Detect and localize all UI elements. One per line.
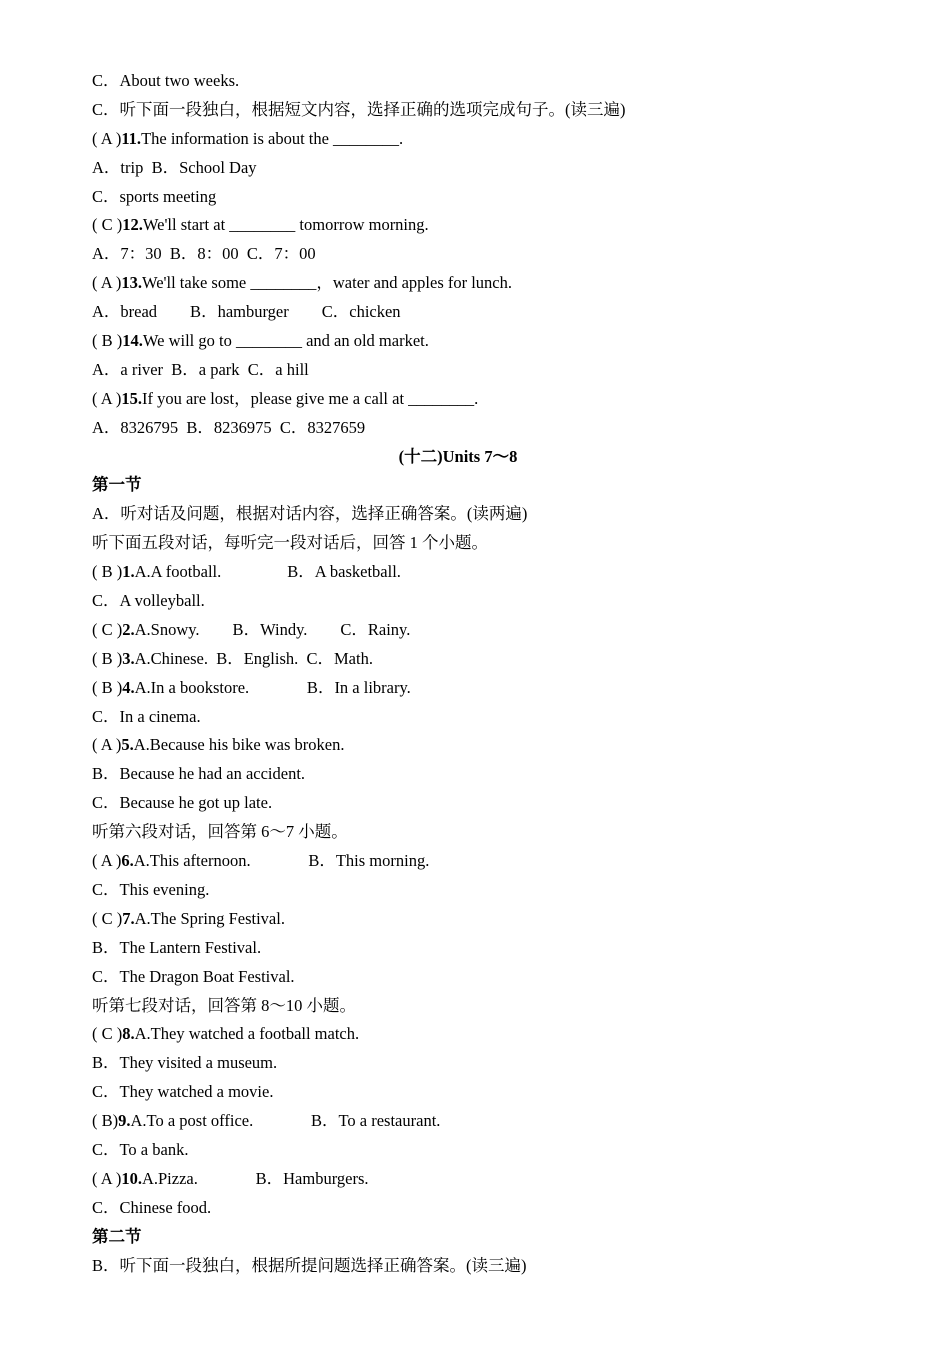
document-page — [92, 67, 872, 1280]
question-text: A.Pizza. B．Hamburgers. — [141, 1168, 369, 1188]
question-text: We'll start at ________ tomorrow morning. — [142, 215, 429, 235]
question-number: 4. — [122, 677, 135, 697]
question-number: 7. — [122, 908, 135, 928]
question-number: 10. — [121, 1168, 142, 1188]
answer-marker: ( C ) — [92, 215, 123, 235]
question-text: A.This afternoon. B．This morning. — [133, 851, 430, 871]
text-line: C．In a cinema. — [92, 706, 201, 726]
text-line: A．8326795 B．8236975 C．8327659 — [92, 417, 366, 437]
answer-marker: ( B ) — [92, 331, 123, 351]
answer-marker: ( A ) — [92, 128, 122, 148]
text-line: C．This evening. — [92, 879, 210, 899]
text-line: B．听下面一段独白，根据所提问题选择正确答案。(读三遍) — [92, 1255, 527, 1275]
question-text: We will go to ________ and an old market. — [142, 331, 429, 351]
question-text: A.They watched a football match. — [134, 1024, 360, 1044]
question-number: 11. — [121, 128, 142, 148]
text-line: C．The Dragon Boat Festival. — [92, 966, 295, 986]
question-number: 5. — [121, 735, 134, 755]
text-line: C．sports meeting — [92, 186, 217, 206]
text-line: 听第六段对话，回答第 6～7 小题。 — [92, 822, 348, 842]
question-number: 12. — [122, 215, 143, 235]
question-text: A.Because his bike was broken. — [133, 735, 345, 755]
question-line — [92, 269, 872, 298]
text-line: C．They watched a movie. — [92, 1082, 274, 1102]
answer-marker: ( C ) — [92, 908, 123, 928]
question-line — [92, 645, 872, 674]
answer-marker: ( B ) — [92, 677, 123, 697]
question-text: A.A football. B．A basketball. — [134, 562, 401, 582]
question-line — [92, 125, 872, 154]
question-number: 14. — [122, 331, 143, 351]
question-number: 6. — [121, 851, 134, 871]
question-number: 3. — [122, 648, 135, 668]
question-line — [92, 327, 872, 356]
text-line: A．听对话及问题，根据对话内容，选择正确答案。(读两遍) — [92, 504, 528, 524]
text-line: A．7：30 B．8：00 C．7：00 — [92, 244, 316, 264]
question-text: A.In a bookstore. B．In a library. — [134, 677, 411, 697]
answer-marker: ( A ) — [92, 735, 122, 755]
question-number: 2. — [122, 619, 135, 639]
question-line — [92, 1020, 872, 1049]
text-line: A．bread B．hamburger C．chicken — [92, 302, 401, 322]
question-line — [92, 905, 872, 934]
question-number: 8. — [122, 1024, 135, 1044]
question-line — [92, 1107, 872, 1136]
question-text: A.Snowy. B．Windy. C．Rainy. — [134, 619, 411, 639]
section-heading: (十二)Units 7～8 — [398, 446, 518, 466]
question-line — [92, 731, 872, 760]
text-line: C．A volleyball. — [92, 591, 205, 611]
question-text: If you are lost，please give me a call at ________. — [141, 388, 479, 408]
question-line — [92, 847, 872, 876]
text-line: C．About two weeks. — [92, 71, 240, 90]
section-title: 第一节 — [92, 475, 142, 495]
question-number: 13. — [121, 273, 142, 293]
question-text: A.To a post office. B．To a restaurant. — [130, 1111, 441, 1131]
question-text: A.Chinese. B．English. C．Math. — [134, 648, 373, 668]
answer-marker: ( B ) — [92, 648, 123, 668]
text-line: C．Chinese food. — [92, 1197, 212, 1217]
question-text: The information is about the ________. — [141, 128, 404, 148]
answer-marker: ( A ) — [92, 851, 122, 871]
text-line: C．听下面一段独白，根据短文内容，选择正确的选项完成句子。(读三遍) — [92, 99, 626, 119]
question-number: 15. — [121, 388, 142, 408]
section-title: 第二节 — [92, 1226, 142, 1246]
answer-marker: ( B ) — [92, 562, 123, 582]
text-line: 听第七段对话，回答第 8～10 小题。 — [92, 995, 356, 1015]
question-number: 9. — [118, 1111, 131, 1131]
answer-marker: ( A ) — [92, 1168, 122, 1188]
answer-marker: ( A ) — [92, 273, 122, 293]
text-line: C．To a bank. — [92, 1139, 189, 1159]
question-text: A.The Spring Festival. — [134, 908, 285, 928]
answer-marker: ( A ) — [92, 388, 122, 408]
question-text: We'll take some ________，water and apples for lunch. — [141, 273, 513, 293]
question-line — [92, 616, 872, 645]
answer-marker: ( C ) — [92, 1024, 123, 1044]
text-line: A．a river B．a park C．a hill — [92, 359, 309, 379]
answer-marker: ( C ) — [92, 619, 123, 639]
question-number: 1. — [122, 562, 135, 582]
text-line: C．Because he got up late. — [92, 793, 273, 813]
text-line: B．Because he had an accident. — [92, 764, 306, 784]
question-line — [92, 1165, 872, 1194]
text-line: B．They visited a museum. — [92, 1053, 278, 1073]
question-line — [92, 674, 872, 703]
answer-marker: ( B) — [92, 1111, 119, 1131]
text-line: A．trip B．School Day — [92, 157, 257, 177]
question-line — [92, 385, 872, 414]
text-line: 听下面五段对话，每听完一段对话后，回答 1 个小题。 — [92, 533, 488, 553]
text-line: B．The Lantern Festival. — [92, 937, 262, 957]
question-line — [92, 211, 872, 240]
question-line — [92, 558, 872, 587]
